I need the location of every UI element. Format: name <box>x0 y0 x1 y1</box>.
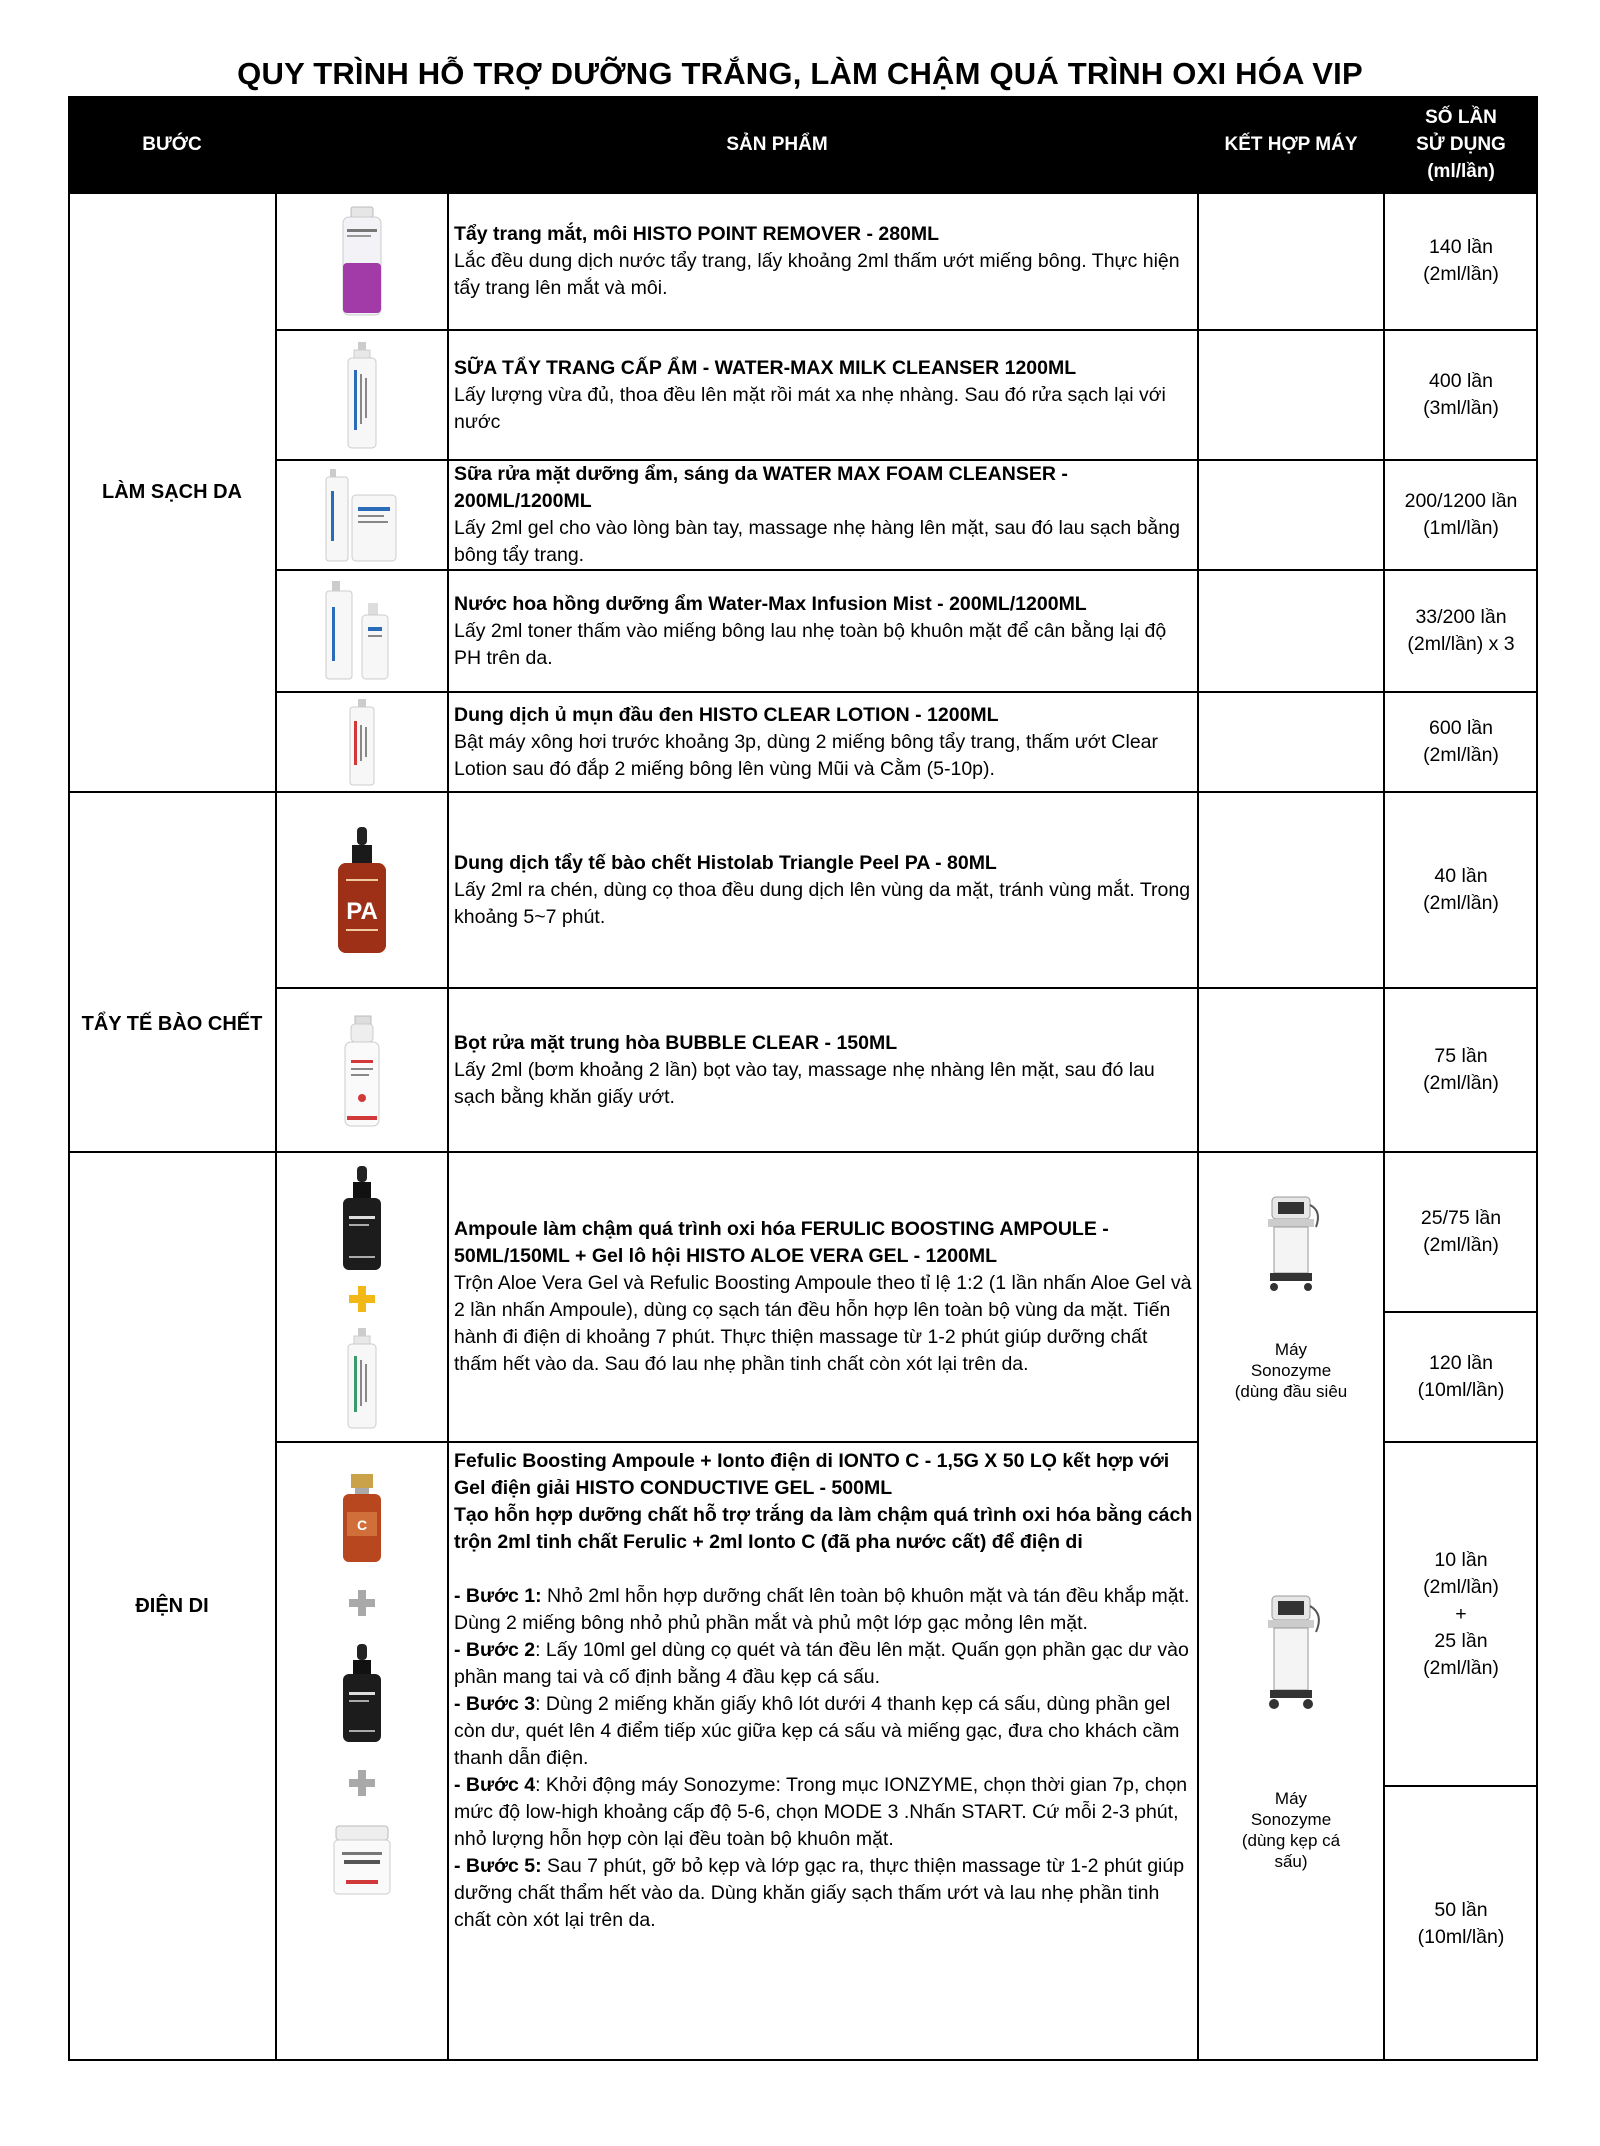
step-cleanse: LÀM SẠCH DA <box>102 480 242 503</box>
row9-usage-2: 50 lần (10ml/lần) <box>1417 1898 1505 1948</box>
row4-description <box>448 570 1198 692</box>
header-product: SẢN PHẨM <box>276 96 1278 192</box>
machine-sonozyme-clamp <box>1198 1442 1384 2061</box>
row1-description <box>448 192 1198 330</box>
plus-icon-h <box>349 1295 375 1303</box>
machine-icon <box>1256 1592 1326 1712</box>
product-name: Fefulic Boosting Ampoule + Ionto điện di IONTO C - 1,5G X 50 LỌ kết hợp với Gel điện giải HISTO CONDUCTIVE GEL - 500ML <box>454 1450 1170 1499</box>
product-image-ionto-combo <box>276 1442 448 2061</box>
product-usage-text: Lấy 2ml (bơm khoảng 2 lần) bọt vào tay, massage nhẹ nhàng lên mặt, sau đó lau sạch bằng khăn giấy ướt. <box>454 1058 1155 1108</box>
product-name: Dung dịch tẩy tế bào chết Histolab Triangle Peel PA - 80ML <box>454 851 997 874</box>
bottle-icon <box>342 697 382 787</box>
step-electro: ĐIỆN DI <box>135 1595 209 1617</box>
row8-usage-1: 25/75 lần (2ml/lần) <box>1420 1207 1502 1256</box>
row5-usage: 600 lần (2ml/lần) <box>1423 717 1499 766</box>
row3-usage: 200/1200 lần (1ml/lần) <box>1404 490 1518 539</box>
row5-description <box>448 692 1198 792</box>
step-exfoliate: TẨY TẾ BÀO CHẾT <box>81 1012 263 1035</box>
product-usage-text: Trộn Aloe Vera Gel và Refulic Boosting Ampoule theo tỉ lệ 1:2 (1 lần nhấn Aloe Gel và 2 lần nhấn Ampoule), dùng cọ sạch tán đều hỗn hợp lên toàn bộ vùng da mặt. Tiến hành đi điện di khoảng 7 phút. Thực thiện massage từ 1-2 phút giúp dưỡng chất thấm hết vào da. Sau đó lau nhẹ phần tinh chất còn xót lại trên da. <box>454 1272 1192 1375</box>
bottle-and-tube-icon <box>322 465 402 565</box>
gel-jar-icon <box>330 1822 394 1896</box>
product-image-triangle-peel <box>276 792 448 988</box>
plus-icon-h <box>349 1779 375 1787</box>
product-usage-text: Lấy lượng vừa đủ, thoa đều lên mặt rồi mát xa nhẹ nhàng. Sau đó rửa sạch lại với nước <box>454 383 1166 433</box>
product-usage-text: Lấy 2ml ra chén, dùng cọ thoa đều dung dịch lên vùng da mặt, tránh vùng mắt. Trong khoảng 5~7 phút. <box>454 878 1191 928</box>
row2-description <box>448 330 1198 460</box>
plus-icon <box>347 1284 377 1314</box>
product-usage-text: Lấy 2ml gel cho vào lòng bàn tay, massage nhẹ hàng lên mặt, sau đó lau sạch bằng bông tẩy trang. <box>454 517 1180 566</box>
machine-label: Máy Sonozyme (dùng kẹp cá sấu) <box>1241 1789 1341 1871</box>
ampoule-vial-icon <box>337 1472 387 1564</box>
row7-usage: 75 lần (2ml/lần) <box>1423 1045 1499 1094</box>
header-machine: KẾT HỢP MÁY <box>1198 96 1384 192</box>
machine-sonozyme-ultrasonic <box>1198 1152 1384 1442</box>
product-name: Dung dịch ủ mụn đầu đen HISTO CLEAR LOTION - 1200ML <box>454 703 999 726</box>
row6-usage: 40 lần (2ml/lần) <box>1423 865 1499 914</box>
foam-pump-icon <box>337 1012 387 1128</box>
product-name: Sữa rửa mặt dưỡng ẩm, sáng da WATER MAX FOAM CLEANSER - 200ML/1200ML <box>454 463 1068 512</box>
row4-usage: 33/200 lần (2ml/lần) x 3 <box>1407 606 1515 655</box>
row9-usage-1: 10 lần (2ml/lần) + 25 lần (2ml/lần) <box>1423 1548 1499 1679</box>
row3-description <box>448 460 1198 570</box>
procedure-step-1: - Bước 1: Nhỏ 2ml hỗn hợp dưỡng chất lên toàn bộ khuôn mặt và tán đều khắp mặt. Dùng 2 miếng bông nhỏ phủ phần mắt và phủ một lớp gạc mỏng lên mặt. <box>454 1585 1190 1634</box>
row6-description <box>448 792 1198 988</box>
product-name: Ampoule làm chậm quá trình oxi hóa FERULIC BOOSTING AMPOULE - 50ML/150ML + Gel lô hội HISTO ALOE VERA GEL - 1200ML <box>454 1218 1109 1267</box>
page-title: QUY TRÌNH HỖ TRỢ DƯỠNG TRẮNG, LÀM CHẬM QUÁ TRÌNH OXI HÓA VIP <box>237 56 1363 91</box>
bottle-and-spray-icon <box>322 579 402 683</box>
product-image-point-remover <box>276 192 448 330</box>
product-name: Bọt rửa mặt trung hòa BUBBLE CLEAR - 150ML <box>454 1031 898 1054</box>
row9-description <box>448 1442 1198 2061</box>
svg-text:C: C <box>356 1517 368 1533</box>
dark-dropper-bottle-icon <box>337 1164 387 1272</box>
product-name: SỮA TẨY TRANG CẤP ẨM - WATER-MAX MILK CLEANSER 1200ML <box>454 356 1077 379</box>
header-usage-line1: SỐ LẦN <box>1425 106 1497 128</box>
product-usage-text: Bật máy xông hơi trước khoảng 3p, dùng 2 miếng bông tẩy trang, thấm ướt Clear Lotion sau đó đắp 2 miếng bông lên vùng Mũi và Cằm (5-10p). <box>454 730 1159 780</box>
product-image-milk-cleanser <box>276 330 448 460</box>
product-image-infusion-mist <box>276 570 448 692</box>
machine-label: Máy Sonozyme (dùng đầu siêu <box>1234 1339 1348 1401</box>
pump-bottle-icon <box>342 1326 382 1430</box>
row8-usage-2: 120 lần (10ml/lần) <box>1417 1352 1505 1401</box>
row1-usage: 140 lần (2ml/lần) <box>1423 236 1499 285</box>
product-image-clear-lotion <box>276 692 448 792</box>
product-image-bubble-clear <box>276 988 448 1152</box>
product-usage-text: Lắc đều dung dịch nước tẩy trang, lấy khoảng 2ml thấm ướt miếng bông. Thực hiện tẩy trang lên mắt và môi. <box>454 249 1180 299</box>
procedure-step-3: - Bước 3: Dùng 2 miếng khăn giấy khô lót dưới 4 thanh kẹp cá sấu, dùng phần gel còn dư, quét lên 4 điểm tiếp xúc giữa kẹp cá sấu và miếng gạc, đưa cho khách cầm thanh dẫn điện. <box>454 1693 1180 1769</box>
product-image-ampoule-aloe <box>276 1152 448 1442</box>
procedure-table <box>68 96 1538 2061</box>
header-usage <box>1384 96 1538 192</box>
svg-text:PA: PA <box>346 898 378 925</box>
procedure-step-4: - Bước 4: Khởi động máy Sonozyme: Trong mục IONZYME, chọn thời gian 7p, chọn mức độ low-high khoảng cấp độ 5-6, chọn MODE 3 .Nhấn START. Cứ mỗi 2-3 phút, nhỏ lượng hỗn hợp còn lại đều toàn bộ khuôn mặt. <box>454 1774 1188 1850</box>
plus-icon <box>347 1768 377 1798</box>
header-usage-line2: SỬ DỤNG <box>1416 133 1506 155</box>
product-image-foam-cleanser <box>276 460 448 570</box>
procedure-step-2: - Bước 2: Lấy 10ml gel dùng cọ quét và tán đều lên mặt. Quấn gọn phần gạc dư vào phần mang tai và cố định bằng 4 đầu kẹp cá sấu. <box>454 1639 1189 1688</box>
plus-icon <box>347 1588 377 1618</box>
product-usage-text: Lấy 2ml toner thấm vào miếng bông lau nhẹ toàn bộ khuôn mặt để cân bằng lại độ PH trên da. <box>454 619 1167 669</box>
pump-bottle-icon <box>342 340 382 450</box>
row8-description <box>448 1152 1198 1442</box>
dark-dropper-bottle-icon <box>337 1642 387 1744</box>
bottle-icon <box>337 205 387 317</box>
header-usage-line3: (ml/lần) <box>1427 160 1495 182</box>
product-name: Nước hoa hồng dưỡng ẩm Water-Max Infusion Mist - 200ML/1200ML <box>454 592 1087 615</box>
row7-description <box>448 988 1198 1152</box>
row2-usage: 400 lần (3ml/lần) <box>1423 370 1499 419</box>
dropper-bottle-icon <box>332 825 392 955</box>
mix-instructions: Tạo hỗn hợp dưỡng chất hỗ trợ trắng da làm chậm quá trình oxi hóa bằng cách trộn 2ml tinh chất Ferulic + 2ml Ionto C (đã pha nước cất) để điện di <box>454 1504 1193 1553</box>
plus-icon-h <box>349 1599 375 1607</box>
procedure-step-5: - Bước 5: Sau 7 phút, gỡ bỏ kẹp và lớp gạc ra, thực thiện massage từ 1-2 phút giúp dưỡng chất thẩm hết vào da. Dùng khăn giấy sạch thấm ướt và lau nhẹ phần tinh chất còn xót lại trên da. <box>454 1855 1185 1931</box>
machine-icon <box>1256 1193 1326 1293</box>
product-name: Tẩy trang mắt, môi HISTO POINT REMOVER - 280ML <box>454 222 940 245</box>
header-step: BƯỚC <box>68 96 276 192</box>
